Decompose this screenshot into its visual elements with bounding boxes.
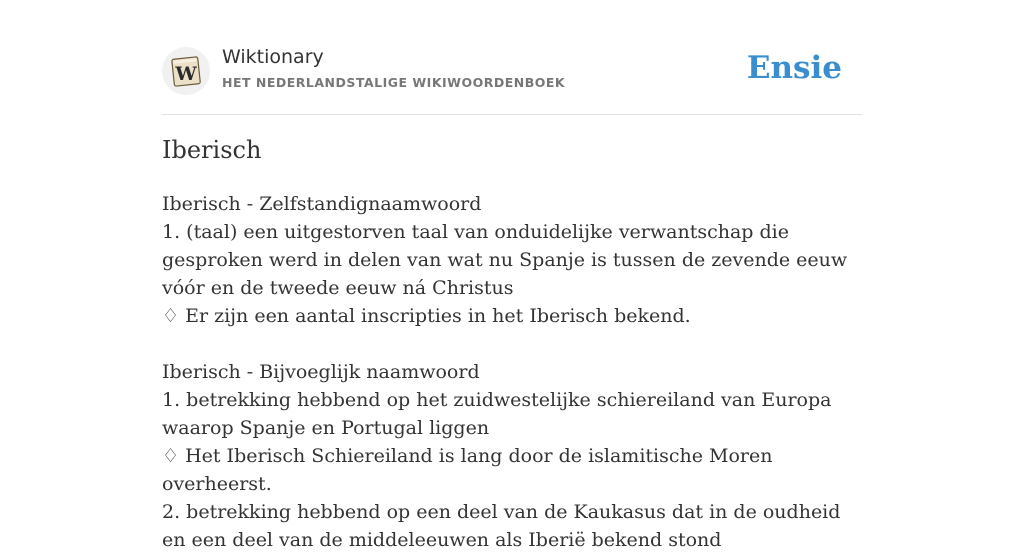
section-adjective bbox=[162, 358, 862, 554]
definition-line: 1. (taal) een uitgestorven taal van onduidelijke verwantschap die gesproken werd in delen van wat nu Spanje is tussen de zevende eeuw vóór en de tweede eeuw ná Christus bbox=[162, 221, 848, 299]
definition-content bbox=[162, 190, 862, 554]
wiktionary-logo-icon[interactable] bbox=[162, 47, 210, 95]
section-noun bbox=[162, 190, 862, 330]
site-name[interactable]: Wiktionary bbox=[222, 46, 324, 68]
header bbox=[162, 0, 862, 115]
brand-logo[interactable]: Ensie bbox=[746, 50, 842, 86]
section-heading: Iberisch - Zelfstandignaamwoord bbox=[162, 193, 482, 215]
page-title: Iberisch bbox=[162, 136, 262, 164]
section-heading: Iberisch - Bijvoeglijk naamwoord bbox=[162, 361, 480, 383]
definition-line: 1. betrekking hebbend op het zuidwestelijke schiereiland van Europa waarop Spanje en Portugal liggen bbox=[162, 389, 832, 439]
site-tagline: HET NEDERLANDSTALIGE WIKIWOORDENBOEK bbox=[222, 75, 566, 90]
definition-line: 2. betrekking hebbend op een deel van de Kaukasus dat in de oudheid en een deel van de middeleeuwen als Iberië bekend stond bbox=[162, 501, 841, 551]
logo-letter: W bbox=[175, 63, 197, 85]
example-line: ♢ Het Iberisch Schiereiland is lang door de islamitische Moren overheerst. bbox=[162, 445, 773, 495]
section-gap bbox=[162, 330, 862, 358]
example-line: ♢ Er zijn een aantal inscripties in het Iberisch bekend. bbox=[162, 305, 691, 327]
